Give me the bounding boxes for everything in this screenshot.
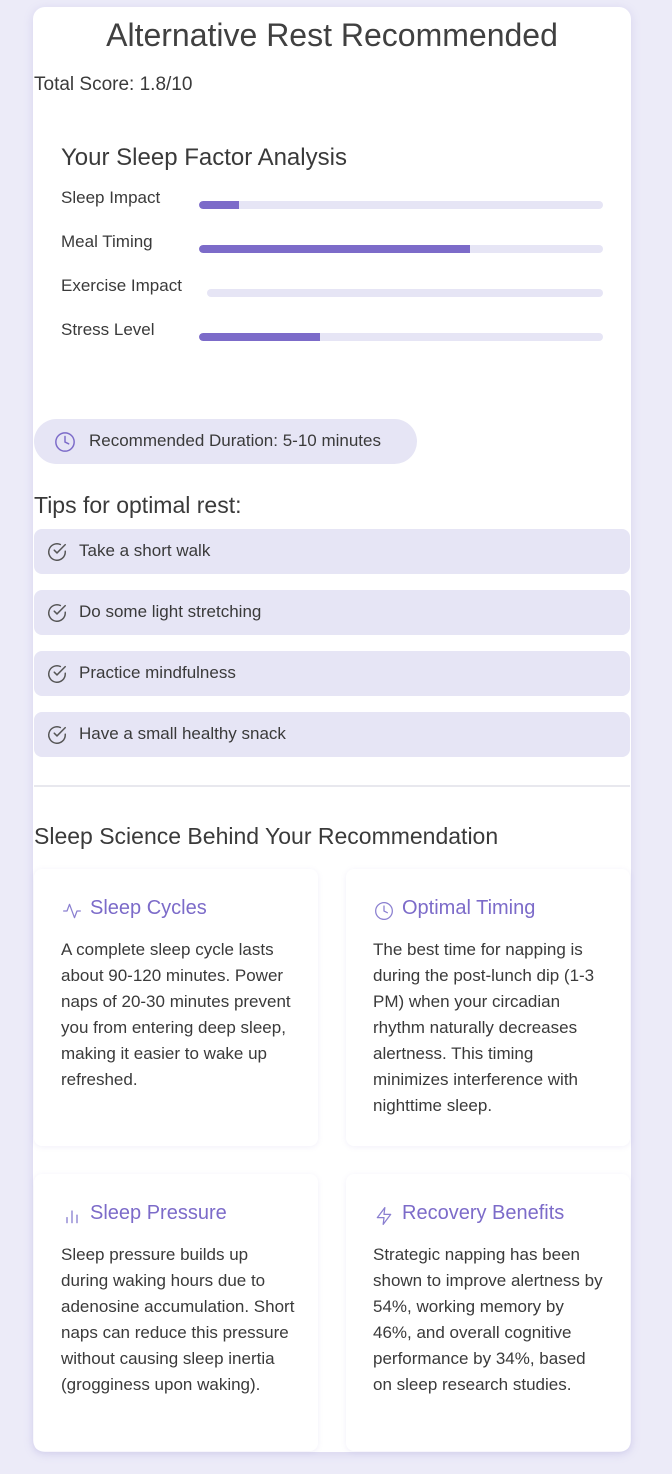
- tip-text: Have a small healthy snack: [79, 724, 286, 743]
- tip-text: Do some light stretching: [79, 602, 262, 621]
- factor-row-sleep-impact: [61, 183, 603, 212]
- factor-label: Stress Level: [61, 320, 155, 339]
- check-circle-icon: [46, 663, 68, 685]
- factor-track: [199, 333, 603, 341]
- factor-fill: [199, 201, 239, 209]
- factor-percent: 67%: [315, 227, 342, 240]
- tip-text: Practice mindfulness: [79, 663, 236, 682]
- bar-chart-icon: [62, 1206, 82, 1226]
- factor-fill: [199, 245, 470, 253]
- activity-icon: [62, 901, 82, 921]
- science-card-sleep-pressure: [34, 1174, 318, 1451]
- science-card-body: Sleep pressure builds up during waking hours due to adenosine accumulation. Short naps can reduce this pressure without causing sleep inertia (grogginess upon waking).: [61, 1245, 295, 1394]
- science-card-title: Sleep Cycles: [90, 897, 207, 919]
- science-title: Sleep Science Behind Your Recommendation: [34, 823, 499, 849]
- factor-percent: 10%: [203, 183, 230, 196]
- check-circle-icon: [46, 602, 68, 624]
- science-card-body: The best time for napping is during the post-lunch dip (1-3 PM) when your circadian rhythm naturally decreases alertness. This timing minimizes interference with nighttime sleep.: [373, 940, 595, 1115]
- clock-icon: [54, 431, 76, 453]
- science-card-body: A complete sleep cycle lasts about 90-120 minutes. Power naps of 20-30 minutes prevent you from entering deep sleep, making it easier to wake up refreshed.: [61, 940, 291, 1089]
- lightning-icon: [374, 1206, 394, 1226]
- science-card-sleep-cycles: [34, 869, 318, 1146]
- factor-analysis-title: Your Sleep Factor Analysis: [61, 144, 347, 171]
- science-card-title: Optimal Timing: [402, 897, 536, 919]
- factor-row-exercise-impact: [61, 276, 603, 300]
- tip-item: [34, 590, 630, 635]
- factor-track: [207, 289, 603, 297]
- factor-label: Meal Timing: [61, 232, 153, 251]
- tip-text: Take a short walk: [79, 541, 211, 560]
- factor-row-meal-timing: [61, 227, 603, 256]
- science-card-optimal-timing: [346, 869, 630, 1146]
- duration-text: Recommended Duration: 5-10 minutes: [89, 431, 381, 450]
- tip-item: [34, 529, 630, 574]
- factor-track: [199, 201, 603, 209]
- factor-track: [199, 245, 603, 253]
- total-score: Total Score: 1.8/10: [34, 74, 193, 95]
- check-circle-icon: [46, 541, 68, 563]
- check-circle-icon: [46, 724, 68, 746]
- clock-icon: [374, 901, 394, 921]
- science-card-title: Recovery Benefits: [402, 1202, 565, 1224]
- factor-row-stress-level: [61, 315, 603, 344]
- tip-item: [34, 712, 630, 757]
- factor-percent: 30%: [241, 315, 268, 328]
- factor-fill: [199, 333, 320, 341]
- science-card-body: Strategic napping has been shown to improve alertness by 54%, working memory by 46%, and overall cognitive performance by 34%, based on sleep research studies.: [373, 1245, 603, 1394]
- factor-label: Sleep Impact: [61, 188, 161, 207]
- page-title: Alternative Rest Recommended: [106, 17, 558, 53]
- science-card-recovery-benefits: [346, 1174, 630, 1451]
- science-card-title: Sleep Pressure: [90, 1202, 227, 1224]
- tip-item: [34, 651, 630, 696]
- recommended-duration: [34, 419, 417, 464]
- tips-title: Tips for optimal rest:: [34, 492, 242, 518]
- recommendation-card: [33, 7, 631, 1452]
- factor-label: Exercise Impact: [61, 276, 182, 295]
- section-divider: [34, 785, 630, 787]
